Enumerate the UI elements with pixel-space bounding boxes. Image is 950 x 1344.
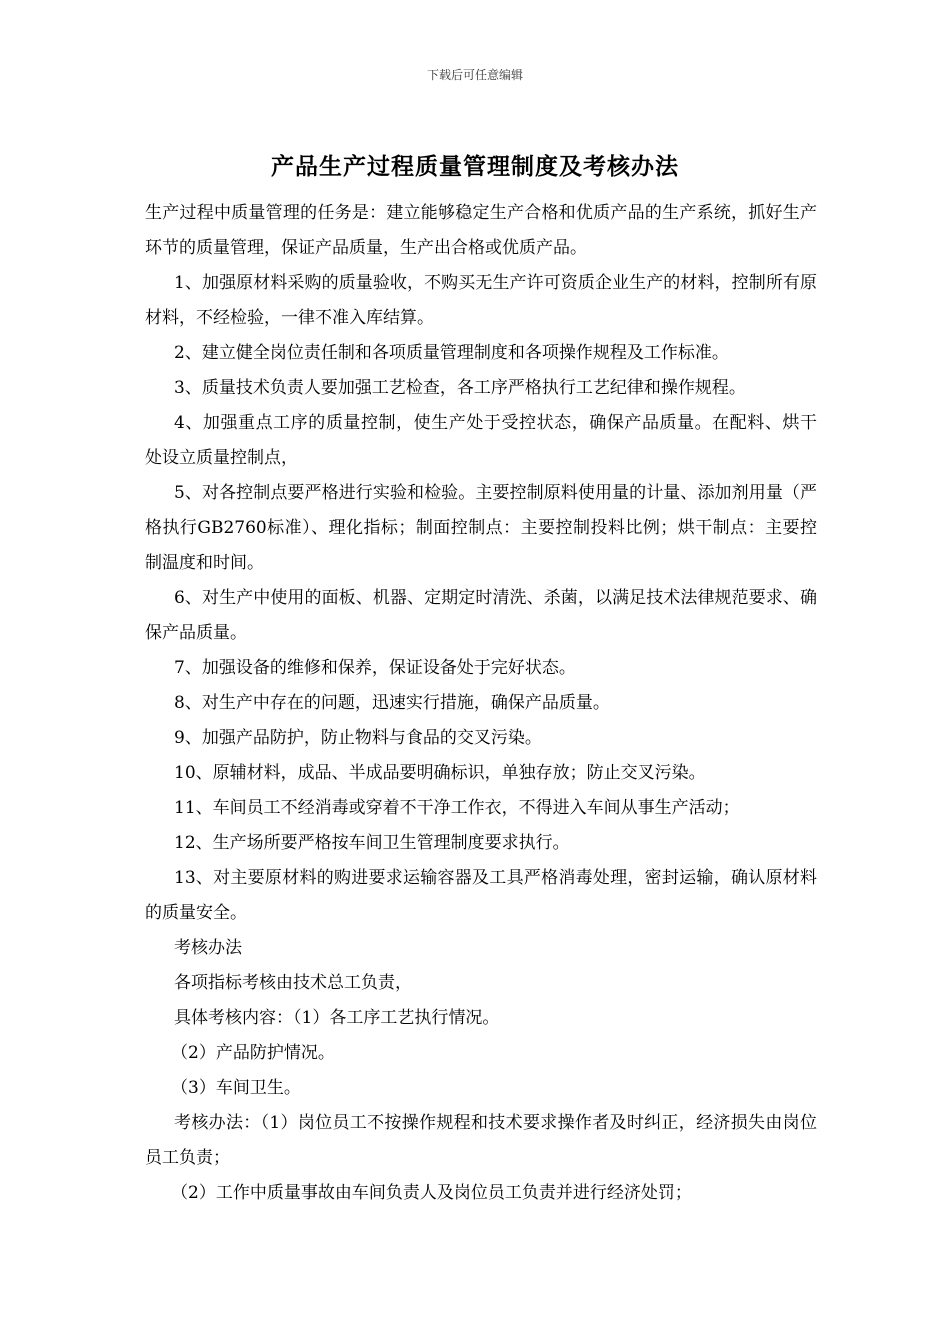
list-item: 7、加强设备的维修和保养，保证设备处于完好状态。: [174, 658, 576, 678]
list-item: 2、建立健全岗位责任制和各项质量管理制度和各项操作规程及工作标准。: [174, 343, 729, 363]
list-item: 8、对生产中存在的问题，迅速实行措施，确保产品质量。: [174, 693, 610, 713]
list-item: 11、车间员工不经消毒或穿着不干净工作衣，不得进入车间从事生产活动；: [174, 798, 740, 818]
list-item: 5、对各控制点要严格进行实验和检验。主要控制原料使用量的计量、添加剂用量（严格执行GB2760标准）、理化指标；制面控制点：主要控制投料比例；烘干制点：主要控制温度和时间。: [145, 483, 817, 573]
assessment-heading: 考核办法: [174, 938, 242, 958]
assessment-content: 具体考核内容：（1）各工序工艺执行情况。: [174, 1008, 500, 1028]
list-item: 3、质量技术负责人要加强工艺检查，各工序严格执行工艺纪律和操作规程。: [174, 378, 746, 398]
assessment-content-item: （2）产品防护情况。: [171, 1043, 335, 1063]
list-item: 12、生产场所要严格按车间卫生管理制度要求执行。: [174, 833, 570, 853]
list-item: 4、加强重点工序的质量控制，使生产处于受控状态，确保产品质量。在配料、烘干 处设立质量控制点，: [145, 413, 817, 468]
assessment-content-item: （3）车间卫生。: [171, 1078, 301, 1098]
assessment-method: 考核办法：（1）岗位员工不按操作规程和技术要求操作者及时纠正，经济损失由岗位员工负责；: [145, 1113, 817, 1168]
assessment-responsible: 各项指标考核由技术总工负责，: [174, 973, 412, 993]
intro-paragraph: 生产过程中质量管理的任务是：建立能够稳定生产合格和优质产品的生产系统，抓好生产环节的质量管理，保证产品质量，生产出合格或优质产品。: [145, 203, 817, 258]
header-note: 下载后可任意编辑: [426, 68, 523, 82]
list-item: 6、对生产中使用的面板、机器、定期定时清洗、杀菌，以满足技术法律规范要求、确保产品质量。: [145, 588, 817, 643]
assessment-method: （2）工作中质量事故由车间负责人及岗位员工负责并进行经济处罚；: [171, 1183, 692, 1203]
list-item: 10、原辅材料，成品、半成品要明确标识，单独存放；防止交叉污染。: [174, 763, 706, 783]
list-item: 9、加强产品防护，防止物料与食品的交叉污染。: [174, 728, 542, 748]
list-item: 13、对主要原材料的购进要求运输容器及工具严格消毒处理，密封运输，确认原材料的质量安全。: [145, 868, 817, 923]
document-title: 产品生产过程质量管理制度及考核办法: [271, 153, 679, 180]
list-item: 1、加强原材料采购的质量验收，不购买无生产许可资质企业生产的材料，控制所有原材料，不经检验，一律不准入库结算。: [145, 273, 817, 328]
document-body: [145, 196, 817, 1211]
